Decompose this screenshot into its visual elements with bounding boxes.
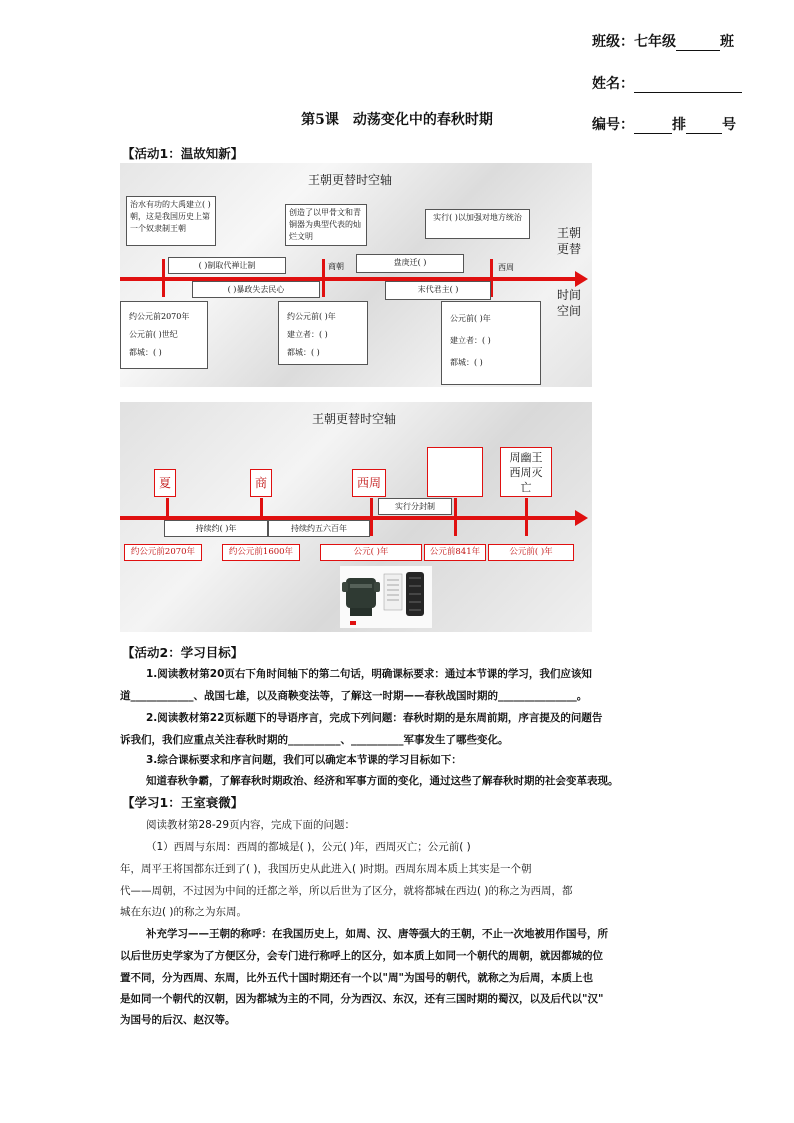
page-title: 第5课 动荡变化中的春秋时期 [301, 112, 493, 128]
timeline2-title: 王朝更替时空轴 [312, 412, 397, 426]
bar-shang-dur: 持续约五六百年 [268, 520, 370, 537]
name-field [592, 73, 742, 93]
activity2-p2b: 诉我们，我们应重点关注春秋时期的__________、__________军事发生了哪些变化。 [120, 734, 509, 746]
bar-shang: 商朝 [328, 262, 344, 271]
bar-zhi: ( )制取代禅让制 [168, 257, 286, 274]
study1-s3: 置不同，分为西周、东周，比外五代十国时期还有一个以"周"为国号的朝代，就称之为后周，本质上也 [120, 972, 593, 984]
zhou-line-2: 建立者：( ) [450, 336, 491, 345]
date-shang: 约公元前1600年 [222, 544, 300, 561]
study1-s2: 以后世历史学家为了方便区分，会专门进行称呼上的区分，如本质上如同一个朝代的周朝，就因都城的位 [120, 950, 603, 962]
row-label: 排 [672, 117, 686, 133]
timeline-panel-1 [120, 163, 592, 387]
name-label: 姓名： [592, 76, 634, 92]
timeline-panel-2 [120, 402, 592, 632]
bar-fenfeng: 实行分封制 [378, 498, 452, 515]
zhou-line-1: 公元前( )年 [450, 314, 491, 323]
box-xia: 夏 [154, 469, 176, 497]
study1-s5: 为国号的后汉、赵汉等。 [120, 1014, 236, 1026]
box-oracle: 创造了以甲骨文和青铜器为典型代表的灿烂文明 [285, 204, 367, 246]
shang-line-2: 建立者：( ) [287, 330, 328, 339]
activity2-p2a: 2.阅读教材第22页标题下的导语序言，完成下列问题：春秋时期的是东周前期，序言提及的问题告 [146, 712, 603, 724]
box-xizhou: 西周 [352, 469, 386, 497]
timeline1-title: 王朝更替时空轴 [308, 173, 393, 187]
study1-q1c: 代——周朝，不过因为中间的迁都之举，所以后世为了区分，就将都城在西边( )的称之为西周，都 [120, 885, 573, 897]
activity2-p1b: 道____________、战国七雄，以及商鞅变法等，了解这一时期——春秋战国时期的_______________。 [120, 690, 588, 702]
study1-q1d: 城在东边( )的称之为东周。 [120, 906, 248, 918]
zhou-line-3: 都城：( ) [450, 358, 483, 367]
activity2-heading: 【活动2：学习目标】 [122, 645, 244, 660]
study1-q1a: （1）西周与东周：西周的都城是( )，公元( )年，西周灭亡；公元前( ) [146, 841, 471, 853]
bronze-artifacts-image [340, 566, 432, 628]
class-field [592, 31, 734, 51]
num-suffix: 号 [722, 117, 736, 133]
box-blank[interactable] [427, 447, 483, 497]
side-label-top: 王朝更替 [557, 226, 582, 256]
activity1-heading: 【活动1：温故知新】 [122, 146, 244, 161]
bar-xia-dur: 持续约( )年 [164, 520, 268, 537]
class-label: 班级：七年级 [592, 34, 676, 50]
box-zhou-info [441, 301, 541, 385]
study1-heading: 【学习1：王室衰微】 [122, 795, 244, 810]
box-youwang: 周幽王西周灭亡 [500, 447, 552, 497]
bar-modai: 末代君主( ) [385, 281, 491, 300]
xia-line-2: 公元前( )世纪 [129, 330, 178, 339]
side-label-bottom: 时间空间 [557, 288, 582, 318]
study1-intro: 阅读教材第28-29页内容，完成下面的问题： [146, 819, 356, 831]
box-shang: 商 [250, 469, 272, 497]
date-xizhou: 公元( )年 [320, 544, 422, 561]
xia-line-3: 都城：( ) [129, 348, 162, 357]
study1-q1b: 年，周平王将国都东迁到了( )，我国历史从此进入( )时期。西周东周本质上其实是一个朝 [120, 863, 532, 875]
activity2-p3: 3.综合课标要求和序言问题，我们可以确定本节课的学习目标如下： [146, 754, 462, 766]
class-suffix: 班 [720, 34, 734, 50]
bar-pangeng: 盘庚迁( ) [356, 254, 464, 273]
number-label: 编号： [592, 117, 634, 133]
activity2-p1a: 1.阅读教材第20页右下角时间轴下的第二句话，明确课标要求：通过本节课的学习，我们应该知 [146, 668, 592, 680]
box-shang-info [278, 301, 368, 365]
study1-s4: 是如同一个朝代的汉朝，因为都城为主的不同，分为西汉、东汉，还有三国时期的蜀汉，以及后代以"汉" [120, 993, 604, 1005]
activity2-p4: 知道春秋争霸，了解春秋时期政治、经济和军事方面的变化，通过这些了解春秋时期的社会变革表现。 [146, 775, 619, 787]
shang-line-3: 都城：( ) [287, 348, 320, 357]
study1-s1: 补充学习——王朝的称呼：在我国历史上，如周、汉、唐等强大的王朝，不止一次地被用作国号，所 [146, 928, 608, 940]
date-xia: 约公元前2070年 [124, 544, 202, 561]
bar-xizhou: 西周 [498, 263, 514, 272]
box-dayu: 治水有功的大禹建立( )朝，这是我国历史上第一个奴隶制王朝 [126, 196, 216, 246]
shang-line-1: 约公元前( )年 [287, 312, 336, 321]
class-blank[interactable] [676, 36, 720, 51]
box-shixing: 实行( )以加强对地方统治 [425, 209, 530, 239]
name-blank[interactable] [634, 78, 742, 93]
box-xia-info [120, 301, 208, 369]
xia-line-1: 约公元前2070年 [129, 312, 190, 321]
bar-baozheng: ( )暴政失去民心 [192, 281, 320, 298]
date-841: 公元前841年 [424, 544, 486, 561]
date-end: 公元前( )年 [488, 544, 574, 561]
